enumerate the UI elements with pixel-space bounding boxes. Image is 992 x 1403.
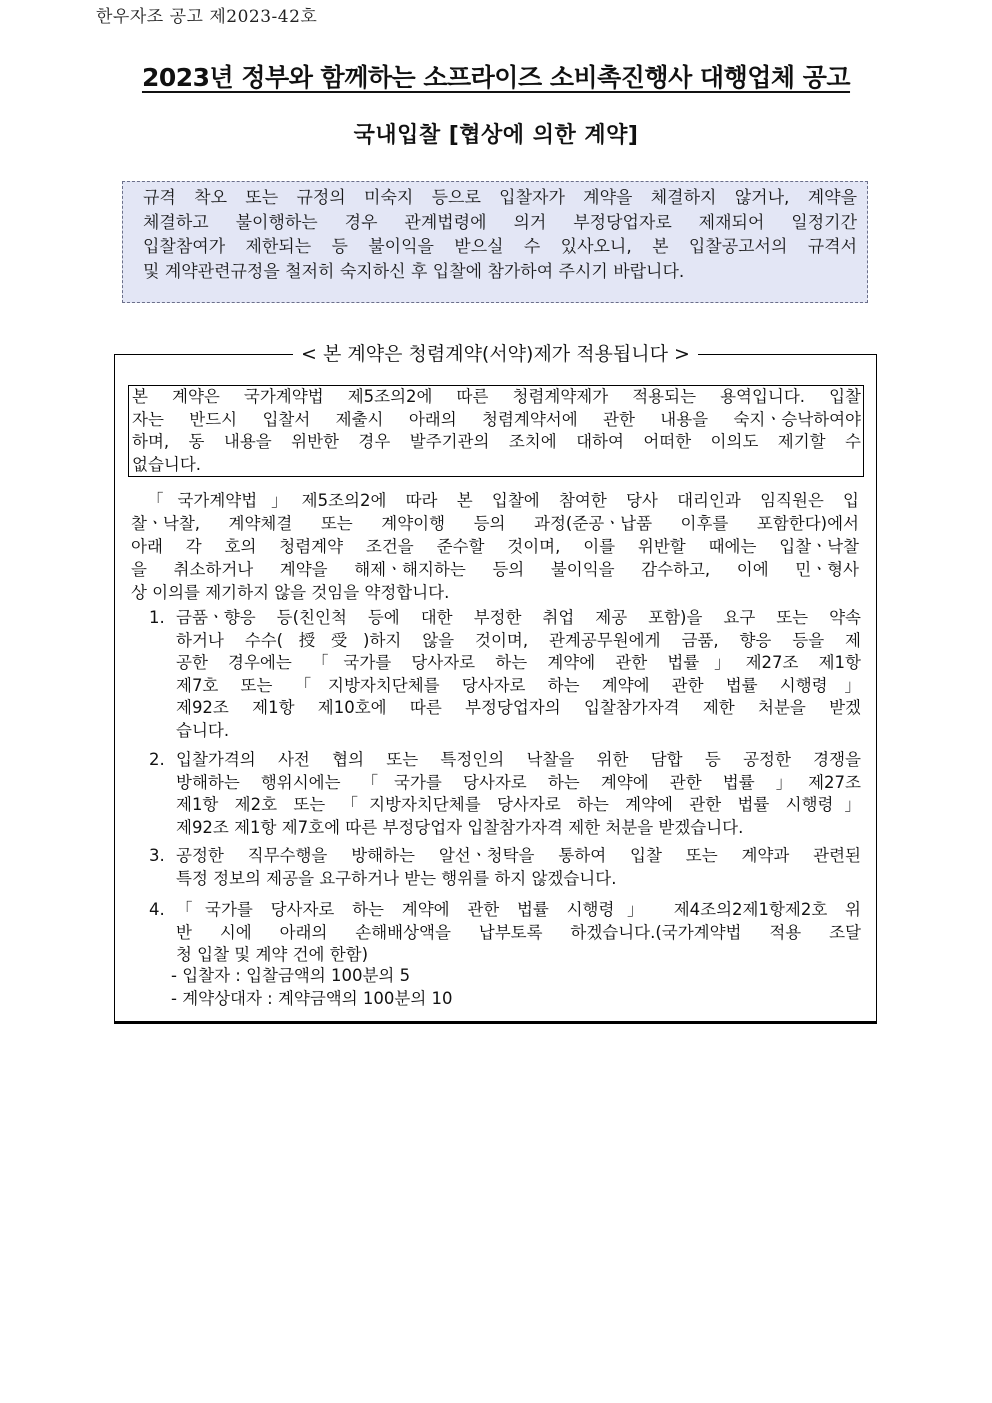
clause-line: 「국가를 당사자로 하는 계약에 관한 법률 시행령」 제4조의2제1항제2호 위 <box>176 900 861 919</box>
warning-line: 규격 착오 또는 규정의 미숙지 등으로 입찰자가 계약을 체결하지 않거나, 계약을 <box>143 188 857 208</box>
integrity-contract-section <box>114 343 877 1024</box>
clause-number: 3. <box>149 846 165 865</box>
integrity-section-title <box>115 341 876 367</box>
clause-line: 반 시에 아래의 손해배상액을 납부토록 하겠습니다.(국가계약법 적용 조달 <box>176 922 861 942</box>
warning-line: 체결하고 불이행하는 경우 관계법령에 의거 부정당업자로 제재되어 일정기간 <box>143 212 857 233</box>
clause-line: 금품ㆍ향응 등(친인척 등에 대한 부정한 취업 제공 포함)을 요구 또는 약속 <box>176 608 861 627</box>
clause-line: 공한 경우에는 「국가를 당사자로 하는 계약에 관한 법률」제27조 제1항 <box>176 653 861 672</box>
clause-line: 입찰가격의 사전 협의 또는 특정인의 낙찰을 위한 담합 등 공정한 경쟁을 <box>176 750 861 769</box>
warning-line: 및 계약관련규정을 철저히 숙지하신 후 입찰에 참가하여 주시기 바랍니다. <box>143 261 685 282</box>
integrity-intro-paragraph <box>131 489 859 604</box>
integrity-section-title-text: < 본 계약은 청렴계약(서약)제가 적용됩니다 > <box>293 343 698 365</box>
clause-line: 하거나 수수(授受)하지 않을 것이며, 관계공무원에게 금품, 향응 등을 제 <box>176 630 861 650</box>
integrity-clause-3 <box>149 845 861 890</box>
clause-line: 제92조 제1항 제7호에 따른 부정당업자 입찰참가자격 제한 처분을 받겠습니다. <box>176 817 744 837</box>
clause-line: 청 입찰 및 계약 건에 한함) <box>176 945 369 964</box>
damages-contractor: - 계약상대자 : 계약금액의 100분의 10 <box>171 989 453 1008</box>
intro-line: 찰ㆍ낙찰, 계약체결 또는 계약이행 등의 과정(준공ㆍ납품 이후를 포함한다)에서 <box>131 514 859 533</box>
clause-line: 습니다. <box>176 720 230 740</box>
summary-line: 자는 반드시 입찰서 제출시 아래의 청렴계약서에 관한 내용을 숙지ㆍ승낙하여야 <box>132 409 861 429</box>
page-title-text: 2023년 정부와 함께하는 소프라이즈 소비촉진행사 대행업체 공고 <box>141 63 851 92</box>
notice-number: 한우자조 공고 제2023-42호 <box>96 7 318 27</box>
integrity-clause-4 <box>149 899 861 967</box>
clause-number: 2. <box>149 750 165 769</box>
clause-line: 공정한 직무수행을 방해하는 알선ㆍ청탁을 통하여 입찰 또는 계약과 관련된 <box>176 846 861 865</box>
intro-line: 「국가계약법」제5조의2에 따라 본 입찰에 참여한 당사 대리인과 임직원은 입 <box>147 491 859 510</box>
clause-line: 제1항 제2호 또는 「지방자치단체를 당사자로 하는 계약에 관한 법률 시행령」 <box>176 795 861 814</box>
clause-number: 1. <box>149 608 165 627</box>
clause-line: 제7호 또는 「지방자치단체를 당사자로 하는 계약에 관한 법률 시행령」 <box>176 675 861 695</box>
summary-line: 하며, 동 내용을 위반한 경우 발주기관의 조치에 대하여 어떠한 이의도 제기할 수 <box>132 432 861 451</box>
page-subtitle: 국내입찰 [협상에 의한 계약] <box>353 123 639 148</box>
intro-line: 을 취소하거나 계약을 해제ㆍ해지하는 등의 불이익을 감수하고, 이에 민ㆍ형사 <box>131 560 859 579</box>
integrity-summary-box <box>128 385 864 477</box>
page-title <box>0 58 992 94</box>
warning-line: 입찰참여가 제한되는 등 불이익을 받으실 수 있사오니, 본 입찰공고서의 규격서 <box>143 237 857 257</box>
damages-bidder: - 입찰자 : 입찰금액의 100분의 5 <box>171 966 411 985</box>
warning-notice-box <box>122 181 868 303</box>
clause-line: 방해하는 행위시에는 「국가를 당사자로 하는 계약에 관한 법률 」제27조 <box>176 772 861 792</box>
intro-line: 아래 각 호의 청렴계약 조건을 준수할 것이며, 이를 위반할 때에는 입찰ㆍ낙찰 <box>131 537 859 556</box>
clause-line: 제92조 제1항 제10호에 따른 부정당업자의 입찰참가자격 제한 처분을 받겠 <box>176 698 861 717</box>
integrity-clause-2 <box>149 749 861 839</box>
clause-line: 특정 정보의 제공을 요구하거나 받는 행위를 하지 않겠습니다. <box>176 868 617 888</box>
integrity-clause-1 <box>149 607 861 742</box>
summary-line: 본 계약은 국가계약법 제5조의2에 따른 청렴계약제가 적용되는 용역입니다. 입찰 <box>132 387 861 406</box>
clause-number: 4. <box>149 900 165 919</box>
summary-line: 없습니다. <box>132 454 202 474</box>
intro-line: 상 이의를 제기하지 않을 것임을 약정합니다. <box>131 583 450 602</box>
